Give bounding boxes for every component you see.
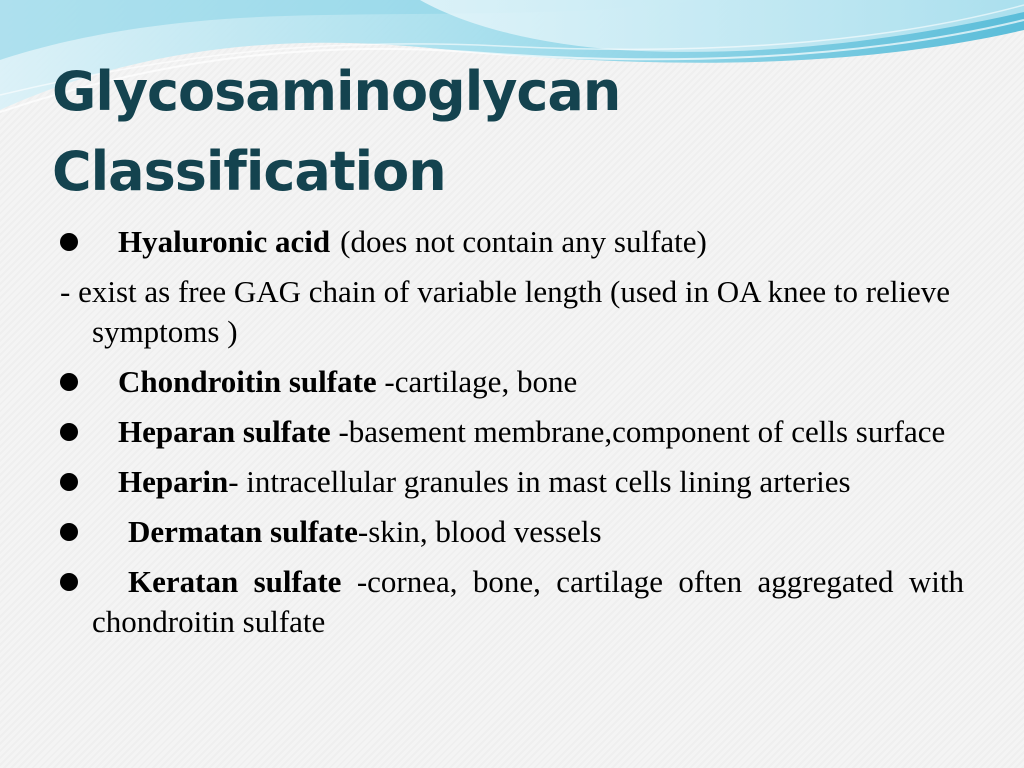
gag-name: Heparan sulfate	[118, 414, 331, 449]
gag-name: Dermatan sulfate	[128, 514, 358, 549]
bullet-icon	[60, 423, 78, 441]
slide-title	[52, 52, 952, 212]
bullet-item-dermatan	[60, 512, 964, 552]
bullet-item-hyaluronic	[60, 222, 964, 262]
gag-description: -skin, blood vessels	[357, 514, 602, 549]
bullet-icon	[60, 473, 78, 491]
bullet-icon	[60, 233, 78, 251]
gag-description: (does not contain any sulfate)	[340, 224, 707, 259]
gag-name: Keratan sulfate	[128, 564, 342, 599]
gag-name: Hyaluronic acid	[118, 224, 331, 259]
bullet-item-heparan	[60, 412, 964, 452]
gag-description: -basement membrane,component of cells surface	[330, 414, 946, 449]
bullet-item-heparin	[60, 462, 964, 502]
bullet-icon	[60, 573, 78, 591]
title-line-1: Glycosaminoglycan	[52, 60, 621, 123]
gag-description: -cartilage, bone	[384, 364, 578, 399]
gag-name: Chondroitin sulfate	[118, 364, 377, 399]
gag-description: -cornea, bone, cartilage often aggregated with chondroitin sulfate	[92, 564, 964, 639]
bullet-item-keratan	[60, 562, 964, 642]
note-hyaluronic: - exist as free GAG chain of variable length (used in OA knee to relieve symptoms )	[60, 274, 951, 349]
gag-name: Heparin	[118, 464, 229, 499]
bullet-icon	[60, 373, 78, 391]
bullet-item-chondroitin	[60, 362, 964, 402]
gag-description: - intracellular granules in mast cells lining arteries	[228, 464, 851, 499]
title-line-2: Classification	[52, 140, 446, 203]
bullet-icon	[60, 523, 78, 541]
bullet-list	[60, 222, 964, 642]
